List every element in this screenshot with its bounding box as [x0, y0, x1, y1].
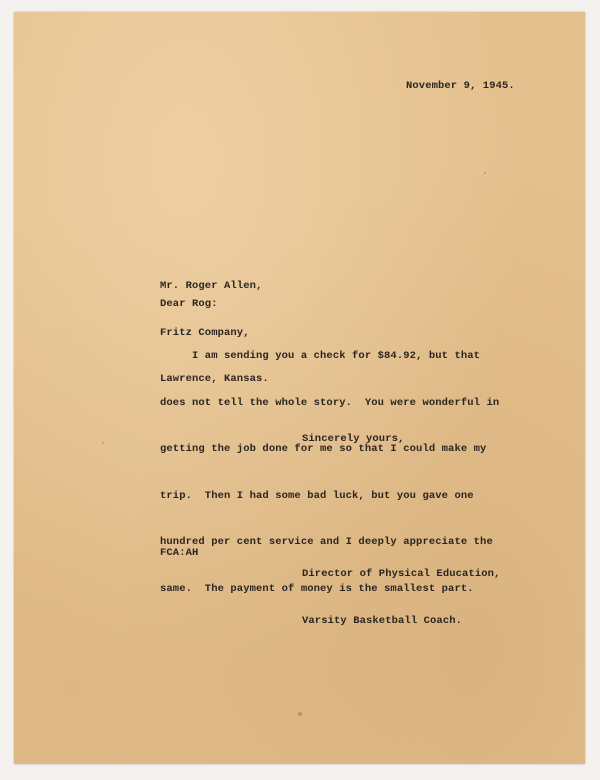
body-line: trip. Then I had some bad luck, but you gave one: [160, 489, 474, 502]
body-line: same. The payment of money is the smallest part.: [160, 582, 474, 595]
paper-speck: [298, 712, 302, 716]
address-line: Fritz Company,: [160, 326, 250, 339]
letter-date: November 9, 1945.: [406, 80, 515, 92]
address-line: Mr. Roger Allen,: [160, 280, 263, 292]
signature-title-line: Varsity Basketball Coach.: [302, 614, 463, 627]
body-line: getting the job done for me so that I could make my: [160, 443, 487, 455]
salutation: Dear Rog:: [160, 298, 218, 310]
paper-speck: [484, 172, 486, 174]
reference-initials: FCA:AH: [160, 547, 199, 559]
letter-page: [14, 12, 585, 764]
address-line: Lawrence, Kansas.: [160, 373, 269, 385]
signature-title-line: Director of Physical Education,: [302, 568, 501, 580]
body-line: I am sending you a check for $84.92, but that: [160, 350, 481, 362]
complimentary-close: Sincerely yours,: [302, 433, 405, 445]
signature-block: [302, 536, 500, 660]
paper-speck: [102, 442, 104, 444]
body-line: does not tell the whole story. You were wonderful in: [160, 396, 500, 409]
body-line: hundred per cent service and I deeply appreciate the: [160, 536, 493, 548]
